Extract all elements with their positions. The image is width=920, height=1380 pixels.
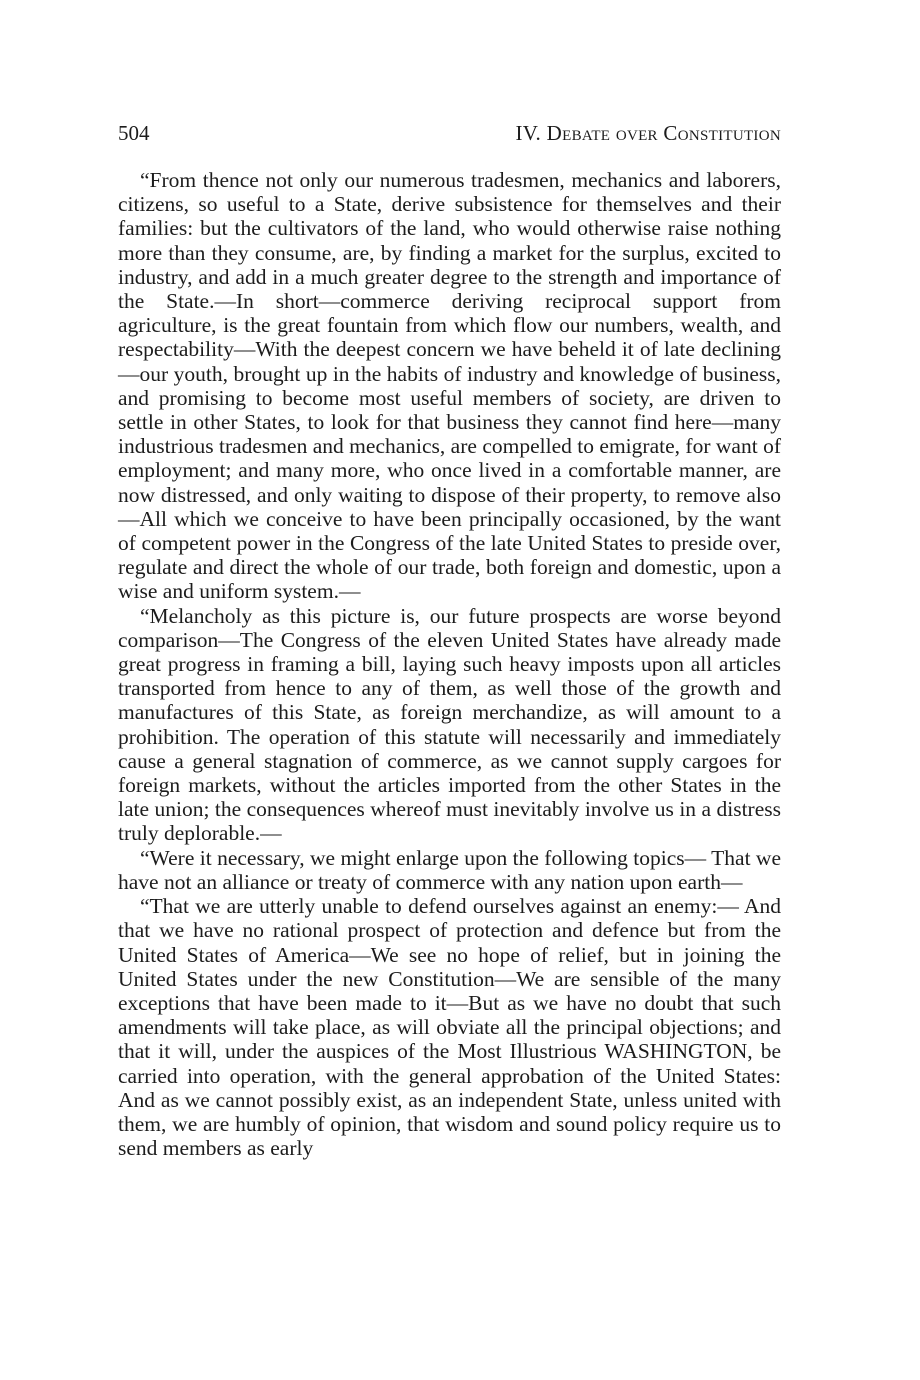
page-number: 504 [118,121,150,145]
paragraph-topics: “Were it necessary, we might enlarge upon the following topics— That we have not an alliance or treaty of commerce with any nation upon earth— [118,845,781,894]
paragraph-defence: “That we are utterly unable to defend ourselves against an enemy:— And that we have no rational prospect of protection and defence but from the United States of America—We see no hope of relief, but in joining the United States under the new Constitution—We are sensible of the many exceptions that have been made to it—But as we have no doubt that such amendments will take place, as will obviate all the principal objections; and that it will, under the auspices of the Most Illustrious WASHINGTON, be carried into operation, with the general approbation of the United States: And as we cannot possibly exist, as an independent State, unless united with them, we are humbly of opinion, that wisdom and sound policy require us to send members as early [118,894,781,1161]
document-page [118,120,781,1160]
running-title: IV. Debate over Constitution [515,121,781,145]
body-text [118,168,781,1160]
paragraph-prospects: “Melancholy as this picture is, our future prospects are worse beyond comparison—The Congress of the eleven United States have already made great progress in framing a bill, laying such heavy imposts upon all articles transported from hence to any of them, as well those of the growth and manufactures of this State, as foreign merchandize, as will amount to a prohibition. The operation of this statute will necessarily and immediately cause a general stagnation of commerce, as we cannot supply cargoes for foreign markets, without the articles imported from the other States in the late union; the consequences whereof must inevitably involve us in a distress truly deplorable.— [118,603,781,846]
paragraph-commerce: “From thence not only our numerous tradesmen, mechanics and laborers, citizens, so useful to a State, derive subsistence for themselves and their families: but the cultivators of the land, who would otherwise raise nothing more than they consume, are, by finding a market for the surplus, excited to industry, and add in a much greater degree to the strength and importance of the State.—In short—commerce deriving reciprocal support from agriculture, is the great fountain from which flow our numbers, wealth, and respectability—With the deepest concern we have beheld it of late declining—our youth, brought up in the habits of industry and knowledge of business, and promising to become most useful members of society, are driven to settle in other States, to look for that business they cannot find here—many industrious tradesmen and mechanics, are compelled to emigrate, for want of employment; and many more, who once lived in a comfortable manner, are now distressed, and only waiting to dispose of their property, to remove also—All which we conceive to have been principally occasioned, by the want of competent power in the Congress of the late United States to preside over, regulate and direct the whole of our trade, both foreign and domestic, upon a wise and uniform system.— [118,168,781,604]
running-header [118,120,781,146]
